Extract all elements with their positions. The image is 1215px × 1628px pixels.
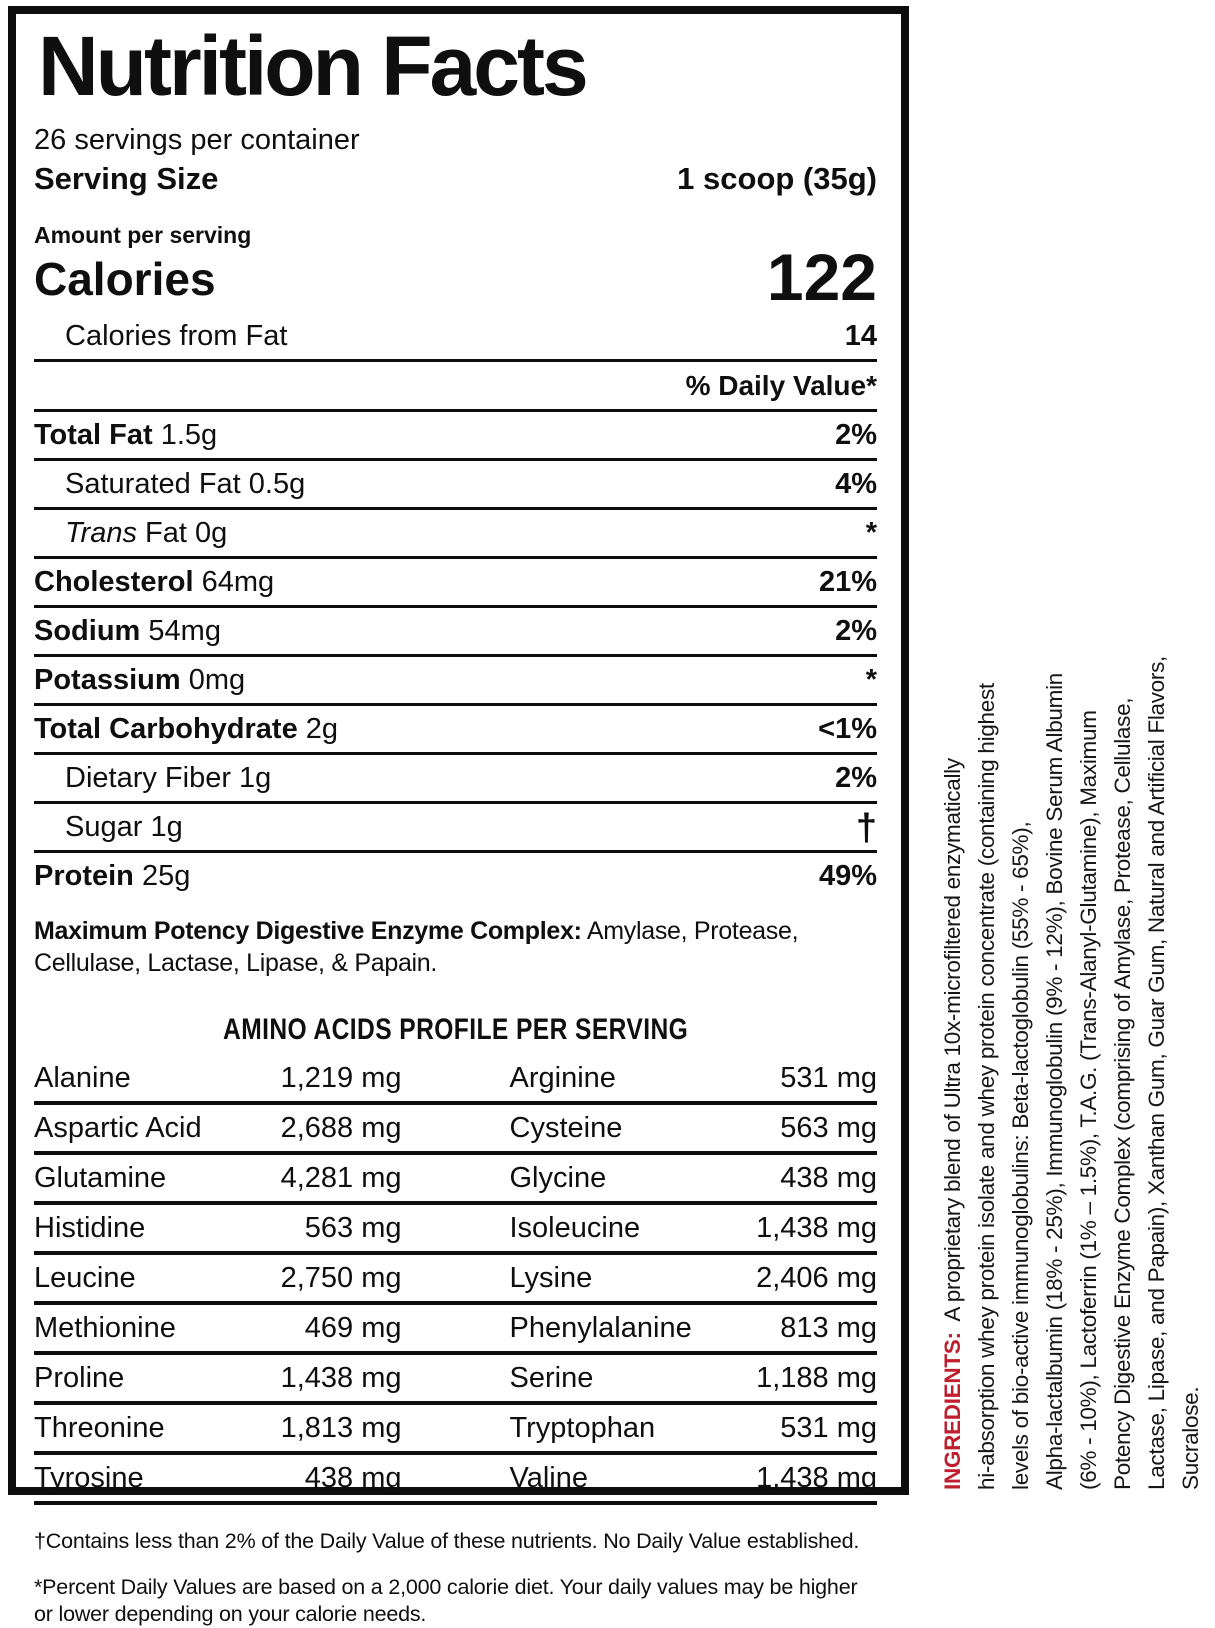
amino-acid-entry [34,1262,402,1295]
calories-from-fat-label: Calories from Fat [65,319,288,352]
amino-acid-value: 1,219 mg [280,1061,402,1094]
amino-acid-entry [510,1412,878,1445]
amino-acid-value: 1,813 mg [280,1411,402,1444]
daily-value-header: % Daily Value* [34,362,877,412]
amino-acid-entry [510,1362,878,1395]
calories-from-fat-row [34,313,877,362]
amino-acid-name: Tryptophan [509,1411,656,1444]
amino-acid-row [34,1255,877,1305]
nutrient-row [34,706,877,755]
amino-acid-value: 1,438 mg [756,1461,877,1494]
amino-acid-row [34,1055,877,1105]
amino-acid-name: Glutamine [34,1161,167,1194]
nutrient-daily-value: 2% [835,418,877,451]
nutrient-row [34,559,877,608]
amino-acid-name: Valine [509,1461,588,1494]
serving-size-value: 1 scoop (35g) [677,160,877,196]
nutrient-name: Dietary Fiber 1g [65,761,272,794]
amino-acid-value: 1,438 mg [756,1211,877,1244]
amino-acid-name: Proline [34,1361,125,1394]
calories-from-fat-value: 14 [844,319,877,352]
amino-acid-name: Phenylalanine [509,1311,692,1344]
amino-acid-value: 1,438 mg [280,1361,402,1394]
amino-acids-header: AMINO ACIDS PROFILE PER SERVING [222,1012,689,1046]
amino-acid-value: 563 mg [304,1211,402,1244]
enzyme-complex-lead: Maximum Potency Digestive Enzyme Complex: [34,916,582,945]
nutrient-name: Sugar 1g [65,810,183,843]
amino-acid-row [34,1305,877,1355]
amino-acid-entry [510,1162,878,1195]
ingredients-vertical-text [936,594,1208,1490]
amino-acid-row [34,1105,877,1155]
nutrient-name: Cholesterol 64mg [34,565,275,598]
nutrient-name: Potassium 0mg [34,663,246,696]
enzyme-complex-list: Amylase, Protease, Cellulase, Lactase, Lipase, & Papain. [34,916,799,978]
amino-acid-value: 2,750 mg [280,1261,402,1294]
nutrient-row [34,853,877,899]
nutrient-row [34,412,877,461]
calories-label: Calories [34,253,216,306]
amino-acid-row [34,1455,877,1505]
ingredients-line: Alpha-lactalbumin (18% - 25%), Immunoglobulin (9% - 12%), Bovine Serum Albumin [1042,673,1067,1490]
amino-acid-value: 531 mg [780,1411,877,1444]
nutrition-facts-label [8,6,909,1626]
nutrient-row [34,755,877,804]
amino-acid-entry [510,1262,878,1295]
amino-acid-value: 1,188 mg [756,1361,877,1394]
nutrient-row [34,608,877,657]
amino-acid-name: Cysteine [509,1111,623,1144]
amino-acid-value: 563 mg [780,1111,877,1144]
nutrient-name: Saturated Fat 0.5g [65,467,306,500]
daily-value-rows [34,412,877,899]
nutrient-daily-value: 2% [835,761,877,794]
ingredients-line: levels of bio-active immunoglobulins: Beta-lactoglobulin (55% - 65%), [1008,821,1033,1490]
nutrient-name: Sodium 54mg [34,614,221,647]
nutrient-daily-value: † [855,806,877,849]
amino-acid-name: Alanine [34,1061,131,1094]
amino-acid-value: 438 mg [304,1461,402,1494]
ingredients-line: Lactase, Lipase, and Papain), Xanthan Gum, Guar Gum, Natural and Artificial Flavors, [1144,656,1169,1490]
amino-acid-entry [510,1462,878,1495]
amino-acid-entry [34,1412,402,1445]
serving-size-label: Serving Size [34,160,219,196]
nutrient-name: Total Fat 1.5g [34,418,218,451]
serving-size-row [34,161,877,197]
amino-acid-row [34,1155,877,1205]
ingredients-line: INGREDIENTS: A proprietary blend of Ultra 10x-microfiltered enzymatically [940,758,965,1490]
amino-acid-value: 813 mg [780,1311,877,1344]
ingredients-line: hi-absorption whey protein isolate and whey protein concentrate (containing highest [974,683,999,1490]
amount-per-serving-label: Amount per serving [34,221,252,248]
nutrient-daily-value: 21% [818,565,877,598]
amino-acid-entry [510,1212,878,1245]
nutrient-daily-value: * [865,516,877,549]
nutrition-facts-title: Nutrition Facts [38,19,586,113]
enzyme-complex-text [34,915,844,980]
ingredients-line: Sucralose. [1178,1386,1203,1490]
amino-acid-name: Isoleucine [509,1211,641,1244]
amino-acid-row [34,1205,877,1255]
nutrient-daily-value: 49% [818,859,877,892]
calories-row [34,239,877,314]
ingredients-line: Potency Digestive Enzyme Complex (comprising of Amylase, Protease, Cellulase, [1110,697,1135,1490]
nutrient-row [34,657,877,706]
dagger-footnote: †Contains less than 2% of the Daily Value of these nutrients. No Daily Value established. [34,1528,860,1553]
amino-acid-name: Serine [509,1361,594,1394]
amino-acid-entry [510,1312,878,1345]
ingredients-line: (6% - 10%), Lactoferrin (1% – 1.5%), T.A.G. (Trans-Alanyl-Glutamine), Maximum [1076,710,1101,1490]
amino-acid-row [34,1405,877,1455]
amino-acid-entry [34,1162,402,1195]
amino-acid-entry [34,1312,402,1345]
percent-daily-value-footnote: *Percent Daily Values are based on a 2,000 calorie diet. Your daily values may be higher or lower depending on your calorie needs. [34,1574,858,1626]
amino-acid-entry [34,1462,402,1495]
amino-acid-entry [34,1212,402,1245]
amino-acid-entry [34,1112,402,1145]
amino-acid-name: Arginine [509,1061,616,1094]
amino-acids-table [34,1055,877,1505]
amino-acid-entry [34,1362,402,1395]
ingredients-label: INGREDIENTS: [940,1332,965,1490]
nutrient-daily-value: <1% [818,712,877,745]
amino-acid-name: Threonine [34,1411,165,1444]
amino-acid-name: Glycine [509,1161,607,1194]
calories-value: 122 [766,239,877,314]
amino-acid-entry [510,1112,878,1145]
nutrient-row [34,510,877,559]
amino-acid-value: 531 mg [780,1061,877,1094]
amino-acid-value: 2,406 mg [756,1261,877,1294]
amino-acid-name: Lysine [509,1261,593,1294]
nutrient-name: Total Carbohydrate 2g [34,712,339,745]
amino-acid-row [34,1355,877,1405]
nutrient-name: Protein 25g [34,859,191,892]
amino-acid-value: 4,281 mg [280,1161,402,1194]
amino-acid-value: 438 mg [780,1161,877,1194]
amino-acid-name: Leucine [34,1261,136,1294]
amino-acid-name: Methionine [34,1311,176,1344]
amino-acid-name: Aspartic Acid [34,1111,202,1144]
amino-acid-entry [510,1062,878,1095]
amino-acid-value: 469 mg [304,1311,402,1344]
amino-acid-name: Tyrosine [34,1461,144,1494]
nutrient-daily-value: * [865,663,877,696]
servings-per-container: 26 servings per container [34,123,360,156]
amino-acid-name: Histidine [34,1211,146,1244]
nutrient-name: Trans Fat 0g [65,516,228,549]
amino-acid-value: 2,688 mg [280,1111,402,1144]
nutrient-row [34,461,877,510]
amino-acid-entry [34,1062,402,1095]
nutrient-daily-value: 4% [835,467,877,500]
nutrient-row [34,804,877,853]
nutrient-daily-value: 2% [835,614,877,647]
